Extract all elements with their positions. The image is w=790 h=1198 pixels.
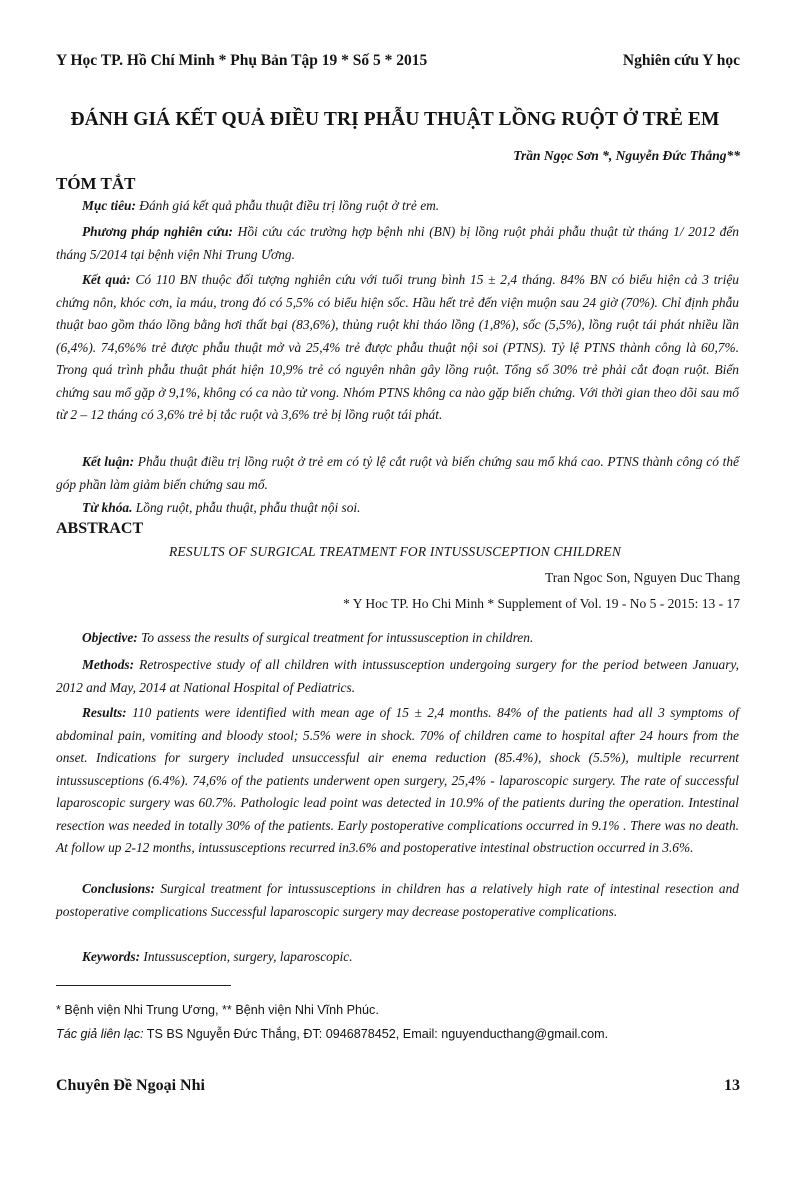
results-label: Results: [82, 705, 127, 720]
authors-vn: Trần Ngọc Sơn *, Nguyễn Đức Thắng** [513, 148, 740, 163]
footnote-contact-text: TS BS Nguyễn Đức Thắng, ĐT: 0946878452, Email: nguyenducthang@gmail.com. [146, 1027, 609, 1041]
citation-en: * Y Hoc TP. Ho Chi Minh * Supplement of Vol. 19 - No 5 - 2015: 13 - 17 [343, 596, 740, 611]
footnote-affiliations: * Bệnh viện Nhi Trung Ương, ** Bệnh viện Nhi Vĩnh Phúc. [56, 1003, 379, 1017]
objective-label: Objective: [82, 630, 138, 645]
running-footer [56, 1077, 740, 1095]
methods-text: Retrospective study of all children with intussusception undergoing surgery for the period between January, 2012 and May, 2014 at National Hospital of Pediatrics. [56, 657, 739, 695]
article-title-vn: ĐÁNH GIÁ KẾT QUẢ ĐIỀU TRỊ PHẪU THUẬT LỒNG RUỘT Ở TRẺ EM [70, 109, 720, 130]
results-text: 110 patients were identified with mean age of 15 ± 2,4 months. 84% of the patients had all 3 symptoms of abdominal pain, vomiting and bloody stool; 5.5% were in shock. 70% of children came to hospital after 24 hours from the onset. Indications for surgery included unsuccessful air enema reduction (85.4%), shock (5.5%), multiple recurrent intussusceptions (6.4%). 74,6% of the patients underwent open surgery, 25,4% - laparoscopic surgery. The rate of successful laparoscopic surgery was 60.7%. Pathologic lead point was detected in 10.9% of the patients during the operation. Intestinal resection was needed in totally 30% of the patients. Early postoperative complications occurred in 9.1% . There was no death. At follow up 2-12 months, intussusceptions recurred in3.6% and postoperative intestinal obstruction occurred in 3.6%. [56, 705, 739, 855]
keywords-label: Keywords: [82, 949, 141, 964]
tu-khoa-text: Lồng ruột, phẫu thuật, phẫu thuật nội soi. [135, 500, 361, 515]
methods-paragraph [56, 654, 739, 699]
muc-tieu-text: Đánh giá kết quả phẫu thuật điều trị lồng ruột ở trẻ em. [139, 198, 440, 213]
keywords-paragraph [56, 946, 739, 969]
conclusions-text: Surgical treatment for intussusceptions in children has a relatively high rate of intestinal resection and postoperative complications Successful laparoscopic surgery may decrease postoperative complications. [56, 881, 739, 919]
footnote-contact [56, 1027, 608, 1041]
conclusions-label: Conclusions: [82, 881, 155, 896]
objective-paragraph [56, 627, 739, 650]
muc-tieu-label: Mục tiêu: [82, 198, 136, 213]
conclusions-paragraph [56, 878, 739, 923]
methods-label: Methods: [82, 657, 135, 672]
results-paragraph [56, 702, 739, 860]
ket-luan-paragraph [56, 451, 739, 496]
ket-luan-label: Kết luận: [82, 454, 135, 469]
phuong-phap-paragraph [56, 221, 739, 266]
objective-text: To assess the results of surgical treatment for intussusception in children. [141, 630, 534, 645]
muc-tieu-paragraph [56, 195, 739, 218]
ket-qua-label: Kết quả: [82, 272, 131, 287]
tu-khoa-paragraph [56, 497, 739, 520]
ket-luan-text: Phẫu thuật điều trị lồng ruột ở trẻ em có tỷ lệ cắt ruột và biến chứng sau mổ khá cao. PTNS thành công có thể góp phần làm giảm biến chứng sau mổ. [56, 454, 739, 492]
section-label-header: Nghiên cứu Y học [622, 52, 740, 69]
footer-section-title: Chuyên Đề Ngoại Nhi [56, 1077, 205, 1094]
footnote-contact-label: Tác giả liên lạc: [56, 1027, 144, 1041]
ket-qua-text: Có 110 BN thuộc đối tượng nghiên cứu với tuổi trung bình 15 ± 2,4 tháng. 84% BN có biểu hiện cả 3 triệu chứng nôn, khóc cơn, ỉa máu, trong đó có 5,5% có biểu hiện sốc. Hầu hết trẻ đến viện muộn sau 24 giờ (70%). Chỉ định phẫu thuật bao gồm tháo lồng bằng hơi thất bại (83,6%), thủng ruột khi tháo lồng (1,8%), sốc (5,5%), lồng ruột tái phát nhiều lần (6,4%). 74,6%% trẻ được phẫu thuật mở và 25,4% trẻ được phẫu thuật nội soi (PTNS). Tỷ lệ PTNS thành công là 60,7%. Trong quá trình phẫu thuật phát hiện 10,9% trẻ có nguyên nhân gây lồng ruột. Tổng số 30% trẻ phải cắt đoạn ruột. Biến chứng sau mổ gặp ở 9,1%, không có ca nào tử vong. Nhóm PTNS không ca nào gặp biến chứng. Với thời gian theo dõi sau mổ từ 2 – 12 tháng có 3,6% trẻ bị tắc ruột và 3,6% trẻ bị lồng ruột tái phát. [56, 272, 739, 422]
keywords-text: Intussusception, surgery, laparoscopic. [143, 949, 353, 964]
phuong-phap-label: Phương pháp nghiên cứu: [82, 224, 234, 239]
authors-en: Tran Ngoc Son, Nguyen Duc Thang [545, 570, 740, 585]
tomtat-heading: TÓM TẮT [56, 174, 136, 193]
tu-khoa-label: Từ khóa. [82, 500, 133, 515]
article-title-en: RESULTS OF SURGICAL TREATMENT FOR INTUSSUSCEPTION CHILDREN [168, 544, 622, 559]
journal-citation-header: Y Học TP. Hồ Chí Minh * Phụ Bản Tập 19 * Số 5 * 2015 [56, 52, 428, 69]
page-number: 13 [724, 1077, 740, 1094]
running-header [56, 52, 740, 70]
abstract-heading: ABSTRACT [56, 520, 144, 537]
footnote-divider [56, 985, 231, 986]
ket-qua-paragraph [56, 269, 739, 427]
phuong-phap-text: Hồi cứu các trường hợp bệnh nhi (BN) bị lồng ruột phải phẫu thuật từ tháng 1/ 2012 đến tháng 5/2014 tại bệnh viện Nhi Trung Ương. [56, 224, 739, 262]
